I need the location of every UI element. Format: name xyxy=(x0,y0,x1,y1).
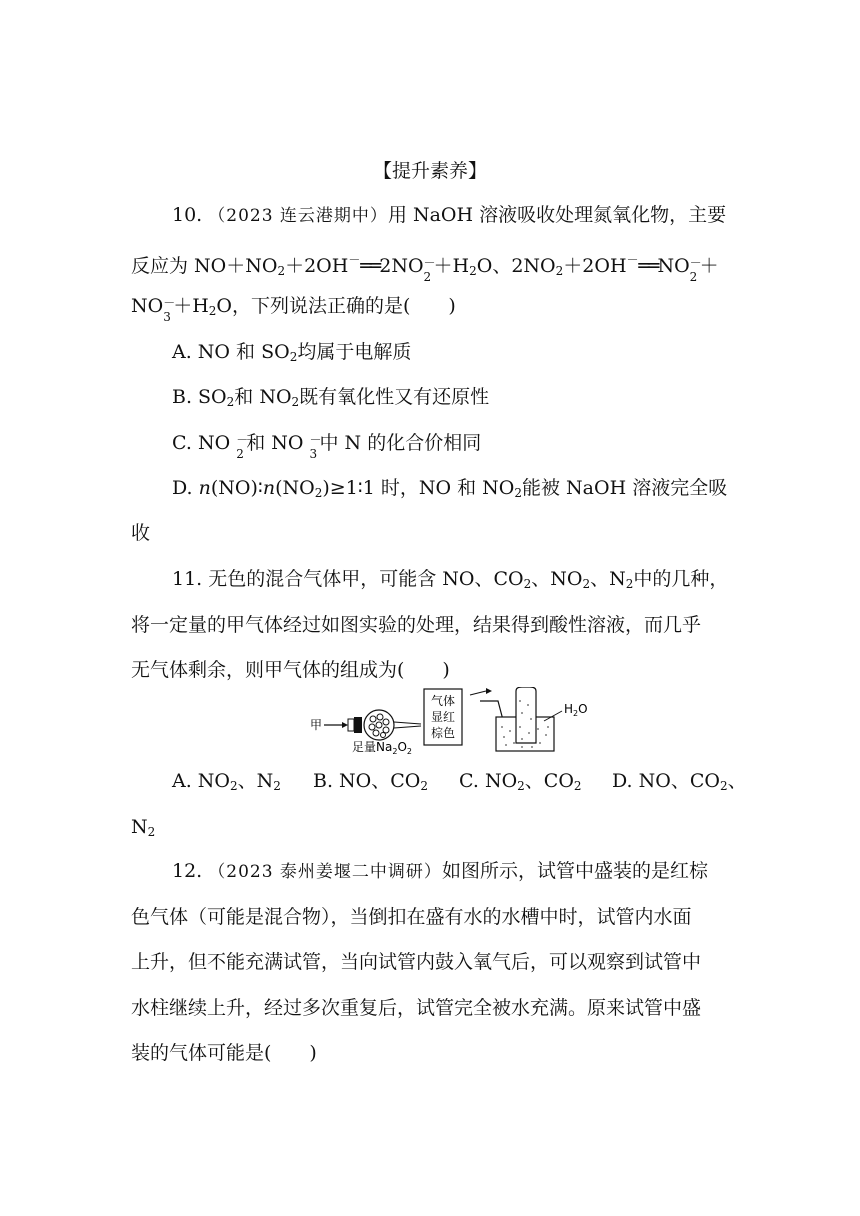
question-11-line-3: 无气体剩余，则甲气体的组成为( ) xyxy=(131,659,450,681)
subscript: 2 xyxy=(392,747,398,756)
subscript: 3 xyxy=(309,447,318,461)
text: ＋2OH xyxy=(285,255,349,277)
subscript: 2 xyxy=(230,779,238,793)
ion-script xyxy=(309,433,322,461)
subscript: 2 xyxy=(469,264,477,278)
transfer-arrowhead xyxy=(486,688,492,694)
transfer-arrow xyxy=(470,691,486,695)
text: A. NO xyxy=(172,770,231,792)
inverted-test-tube xyxy=(516,687,536,743)
section-title: 【提升素养】 xyxy=(372,160,487,182)
text: (NO)∶ xyxy=(210,477,263,499)
ion-script xyxy=(689,256,702,284)
subscript: 2 xyxy=(291,395,300,409)
text: 11. 无色的混合气体甲，可能含 NO、CO xyxy=(172,568,524,590)
text: A. NO 和 SO xyxy=(172,341,290,363)
text: ＋2OH xyxy=(563,255,627,277)
inlet-arrowhead xyxy=(342,722,348,728)
superscript: － xyxy=(163,296,176,310)
subscript: 2 xyxy=(573,779,582,793)
question-10-line-3 xyxy=(131,291,456,326)
text: C. NO xyxy=(172,432,231,454)
experiment-diagram xyxy=(308,687,608,757)
superscript: － xyxy=(309,433,322,447)
subscript: 2 xyxy=(573,709,579,718)
subscript: 2 xyxy=(226,395,235,409)
box-text-2: 显红 xyxy=(430,710,456,724)
stopper-plug xyxy=(354,717,362,733)
question-11-option-d[interactable] xyxy=(612,766,747,801)
text: D. xyxy=(172,477,199,499)
box-text-1: 气体 xyxy=(430,694,456,708)
text: ＋H xyxy=(433,255,470,277)
text: 、NO xyxy=(531,568,583,590)
text: 、N xyxy=(237,770,274,792)
text: 、N xyxy=(590,568,626,590)
text: ＋H xyxy=(173,295,209,317)
question-stem: 用 NaOH 溶液吸收处理氮氧化物，主要 xyxy=(387,204,727,226)
question-10-option-b[interactable] xyxy=(172,382,489,417)
text: ＋ xyxy=(699,255,719,277)
text: O，下列说法正确的是( ) xyxy=(216,295,456,317)
subscript: 2 xyxy=(423,270,432,284)
question-11-option-b[interactable] xyxy=(313,766,428,801)
italic-n: n xyxy=(198,477,211,499)
text: 均属于电解质 xyxy=(297,341,412,363)
text: (NO xyxy=(275,477,315,499)
ion-script xyxy=(163,296,176,324)
ion-script xyxy=(236,433,249,461)
superscript: － xyxy=(236,433,249,447)
subscript: 2 xyxy=(208,304,217,318)
text: 、CO xyxy=(524,770,574,792)
subscript: 2 xyxy=(514,486,523,500)
question-11-line-2: 将一定量的甲气体经过如图实验的处理，结果得到酸性溶液，而几乎 xyxy=(131,614,702,636)
superscript: － xyxy=(348,253,361,267)
stopper xyxy=(348,719,354,731)
question-number: 12. xyxy=(172,860,203,882)
question-12-line-1 xyxy=(172,856,708,887)
text: )≥1∶1 时，NO 和 NO xyxy=(322,477,515,499)
subscript: 2 xyxy=(625,577,634,591)
text: D. NO、CO xyxy=(612,770,720,792)
subscript: 2 xyxy=(420,779,428,793)
box-text-3: 棕色 xyxy=(430,726,456,740)
text: 反应为 NO＋NO xyxy=(131,255,278,277)
question-11-option-a[interactable] xyxy=(172,766,281,801)
text: B. SO xyxy=(172,386,227,408)
question-12-line-2: 色气体（可能是混合物），当倒扣在盛有水的水槽中时，试管内水面 xyxy=(131,906,692,928)
subscript: 2 xyxy=(517,779,525,793)
subscript: 2 xyxy=(147,825,156,839)
question-12-line-3: 上升，但不能充满试管，当向试管内鼓入氧气后，可以观察到试管中 xyxy=(131,951,702,973)
text: NO xyxy=(657,255,690,277)
superscript: － xyxy=(626,253,639,267)
text: C. NO xyxy=(459,770,518,792)
text: 既有氧化性又有还原性 xyxy=(299,386,490,408)
text: O xyxy=(578,702,588,716)
subscript: 2 xyxy=(289,350,298,364)
question-10-option-a[interactable] xyxy=(172,337,411,372)
text: N xyxy=(131,816,148,838)
text: 2NO xyxy=(379,255,424,277)
ion-script xyxy=(423,256,436,284)
text: 足量Na xyxy=(352,740,393,754)
subscript: 2 xyxy=(523,577,532,591)
equals-sign: ══ xyxy=(360,255,380,277)
subscript: 2 xyxy=(689,270,698,284)
text: O、2NO xyxy=(476,255,556,277)
text: H xyxy=(564,702,574,716)
question-number: 10. xyxy=(172,204,203,226)
subscript: 2 xyxy=(719,779,728,793)
water-label xyxy=(564,702,588,718)
subscript: 2 xyxy=(555,264,564,278)
superscript: － xyxy=(423,256,436,270)
question-10-line-1 xyxy=(172,200,726,231)
question-12-line-5: 装的气体可能是( ) xyxy=(131,1042,317,1064)
text: 和 NO xyxy=(246,432,304,454)
question-10-line-2 xyxy=(131,245,719,286)
subscript: 2 xyxy=(236,447,244,461)
subscript: 2 xyxy=(273,779,281,793)
question-stem: 如图所示，试管中盛装的是红棕 xyxy=(441,860,708,882)
subscript: 2 xyxy=(406,747,412,756)
text: 中 N 的化合价相同 xyxy=(319,432,482,454)
question-10-option-c[interactable] xyxy=(172,428,482,461)
superscript: － xyxy=(689,256,702,270)
subscript: 3 xyxy=(163,310,171,324)
reagent-label xyxy=(352,740,412,756)
question-source: （2023 泰州姜堰二中调研） xyxy=(208,862,442,882)
question-11-line-1 xyxy=(172,564,728,599)
question-10-option-d[interactable] xyxy=(172,473,727,508)
question-11-option-c[interactable] xyxy=(459,766,582,801)
text: 能被 NaOH 溶液完全吸 xyxy=(522,477,728,499)
subscript: 2 xyxy=(582,577,591,591)
inlet-label: 甲 xyxy=(310,718,323,732)
drying-tube xyxy=(364,710,421,740)
subscript: 2 xyxy=(277,264,286,278)
question-11-option-d-wrap xyxy=(131,812,155,847)
subscript: 2 xyxy=(314,486,323,500)
equals-sign: ══ xyxy=(638,255,658,277)
italic-n: n xyxy=(262,477,276,499)
text: 、 xyxy=(727,770,747,792)
question-12-line-4: 水柱继续上升，经过多次重复后，试管完全被水充满。原来试管中盛 xyxy=(131,997,702,1019)
question-source: （2023 连云港期中） xyxy=(208,206,388,226)
text: O xyxy=(397,740,407,754)
text: B. NO、CO xyxy=(313,770,421,792)
text: NO xyxy=(131,295,164,317)
question-10-option-d-wrap: 收 xyxy=(131,522,151,544)
text: 和 NO xyxy=(234,386,292,408)
text: 中的几种， xyxy=(633,568,729,590)
